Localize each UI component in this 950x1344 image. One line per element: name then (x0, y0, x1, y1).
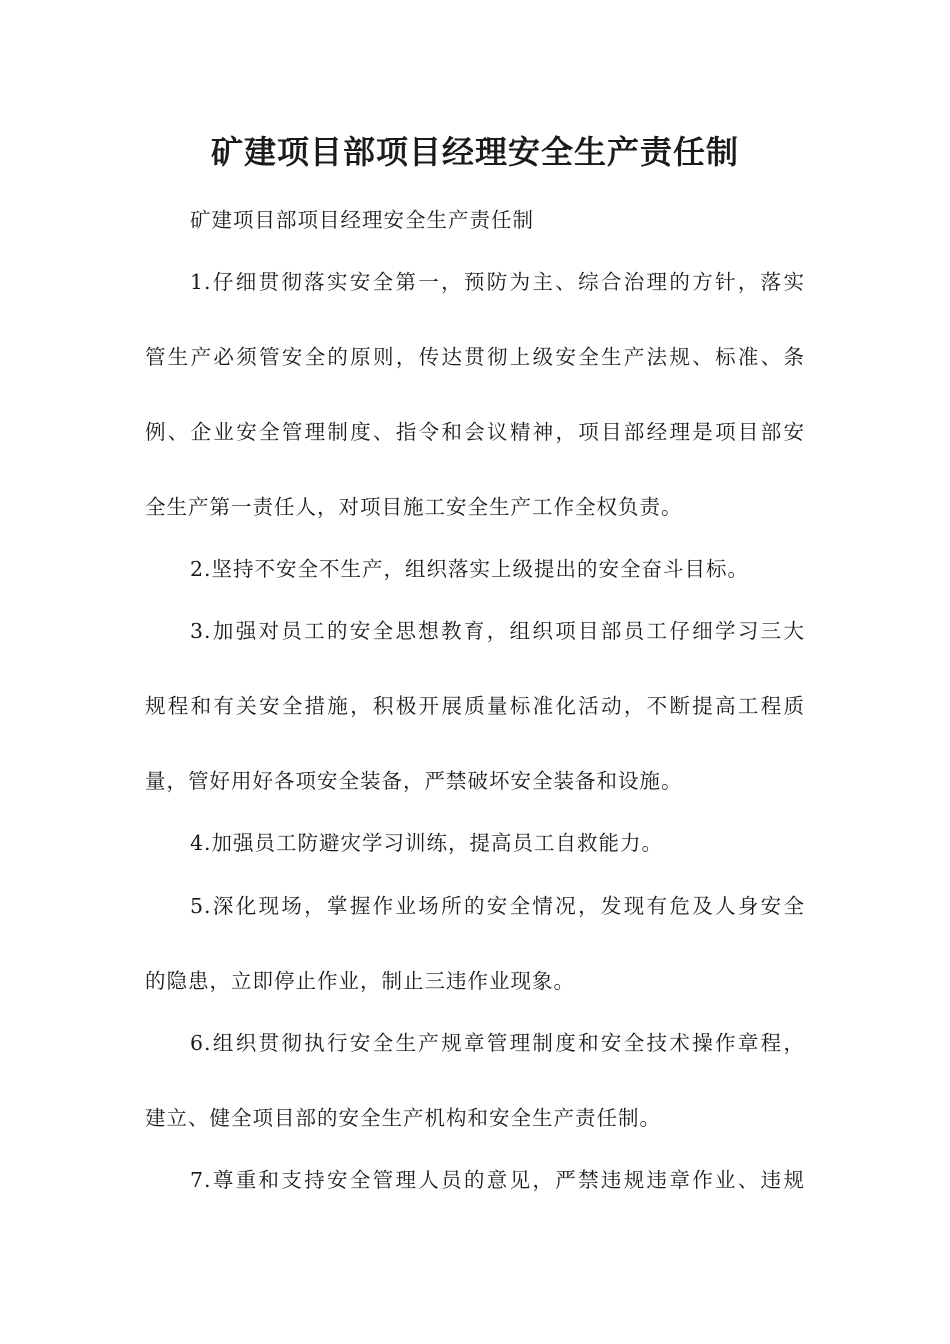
body-line: 全生产第一责任人，对项目施工安全生产工作全权负责。 (145, 495, 683, 519)
document-title: 矿建项目部项目经理安全生产责任制 (210, 133, 739, 171)
body-line: 3.加强对员工的安全思想教育，组织项目部员工仔细学习三大 (190, 619, 805, 643)
body-line: 建立、健全项目部的安全生产机构和安全生产责任制。 (145, 1106, 661, 1130)
body-line: 规程和有关安全措施，积极开展质量标准化活动，不断提高工程质 (145, 694, 805, 718)
body-line: 7.尊重和支持安全管理人员的意见，严禁违规违章作业、违规 (190, 1168, 805, 1192)
body-line: 例、企业安全管理制度、指令和会议精神，项目部经理是项目部安 (145, 420, 805, 444)
body-line: 量，管好用好各项安全装备，严禁破坏安全装备和设施。 (145, 769, 683, 793)
body-line: 的隐患，立即停止作业，制止三违作业现象。 (145, 969, 575, 993)
subtitle-line: 矿建项目部项目经理安全生产责任制 (190, 208, 534, 232)
body-line: 4.加强员工防避灾学习训练，提高员工自救能力。 (190, 831, 664, 855)
body-line: 2.坚持不安全不生产，组织落实上级提出的安全奋斗目标。 (190, 557, 750, 581)
body-line: 管生产必须管安全的原则，传达贯彻上级安全生产法规、标准、条 (145, 345, 805, 369)
body-line: 5.深化现场，掌握作业场所的安全情况，发现有危及人身安全 (190, 894, 805, 918)
body-line: 1.仔细贯彻落实安全第一，预防为主、综合治理的方针，落实 (190, 270, 805, 294)
body-line: 6.组织贯彻执行安全生产规章管理制度和安全技术操作章程， (190, 1031, 805, 1055)
